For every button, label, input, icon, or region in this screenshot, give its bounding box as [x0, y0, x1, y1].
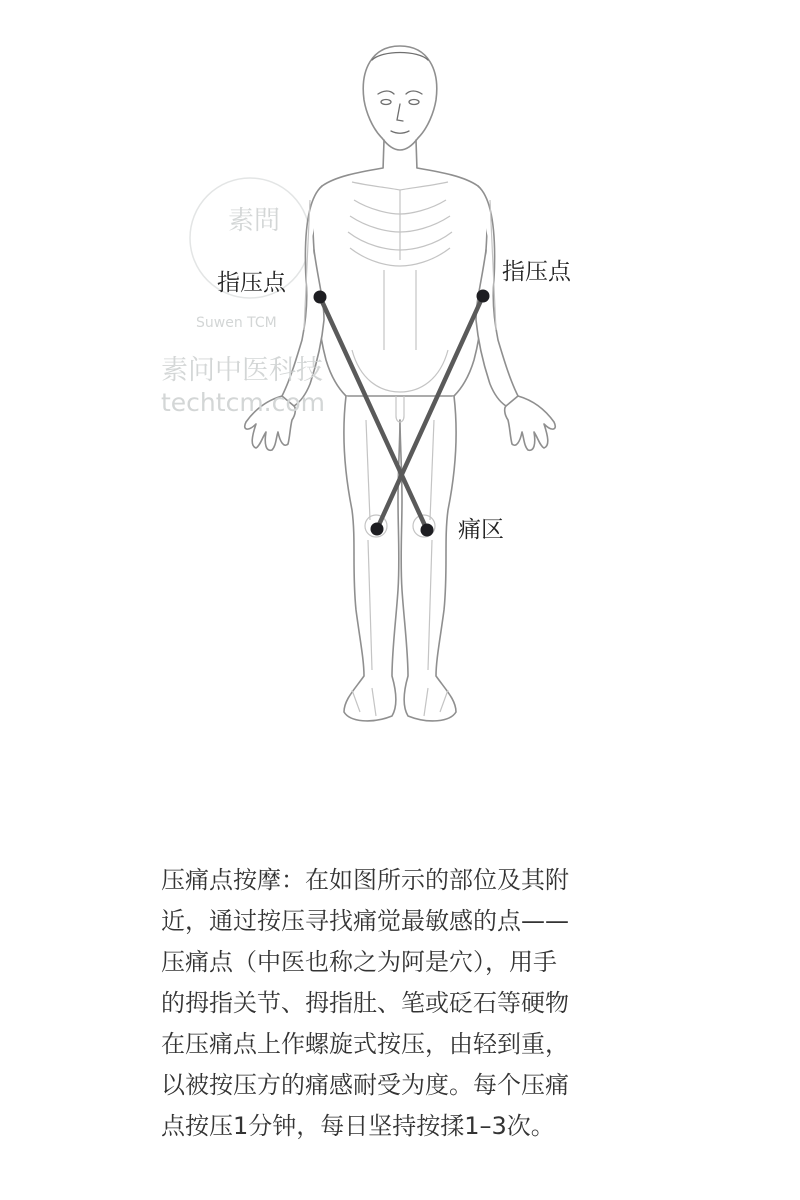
- description-line: 压痛点（中医也称之为阿是穴），用手: [161, 948, 557, 976]
- watermark-url: techtcm.com: [161, 388, 326, 417]
- description-line: 压痛点按摩：在如图所示的部位及其附: [161, 866, 569, 894]
- label-right-acupressure-point: 指压点: [502, 259, 571, 285]
- watermark-seal-char: 素問: [228, 206, 281, 236]
- description-line: 以被按压方的痛感耐受为度。每个压痛: [161, 1071, 569, 1099]
- description-line: 的拇指关节、拇指肚、笔或砭石等硬物: [161, 989, 569, 1017]
- description-line: 点按压1分钟，每日坚持按揉1–3次。: [161, 1112, 555, 1140]
- description-paragraph: [161, 860, 641, 1147]
- marker-right-point: [477, 290, 490, 303]
- watermark-name: 素问中医科技: [161, 355, 323, 386]
- marker-left-point: [314, 291, 327, 304]
- label-pain-area: 痛区: [458, 517, 504, 543]
- description-line: 在压痛点上作螺旋式按压，由轻到重，: [161, 1030, 569, 1058]
- description-line: 近，通过按压寻找痛觉最敏感的点——: [161, 907, 569, 935]
- watermark-latin: Suwen TCM: [196, 315, 277, 331]
- marker-pain-left: [371, 523, 384, 536]
- marker-pain-right: [421, 524, 434, 537]
- label-left-acupressure-point: 指压点: [217, 270, 286, 296]
